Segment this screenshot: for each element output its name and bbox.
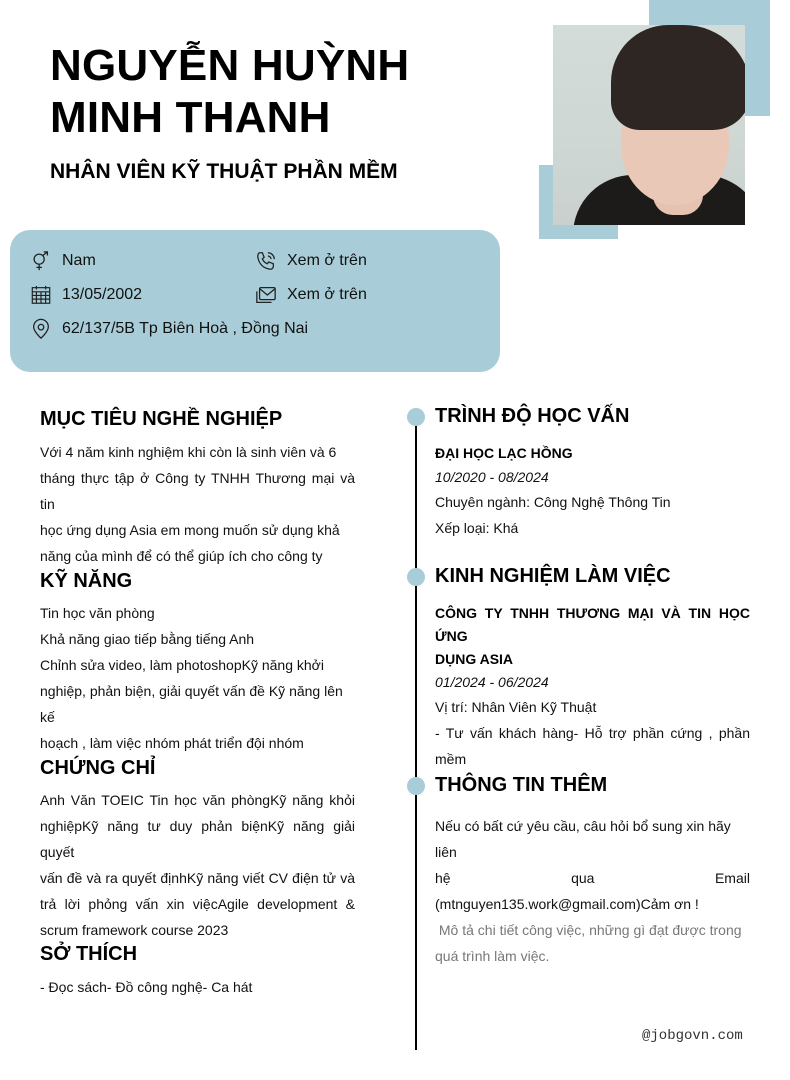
section-title-certificates: CHỨNG CHỈ bbox=[40, 757, 156, 779]
contact-email bbox=[255, 283, 367, 307]
experience-desc-line-2: mềm bbox=[435, 751, 467, 767]
phone-value: Xem ở trên bbox=[287, 252, 367, 269]
section-title-skills: KỸ NĂNG bbox=[40, 570, 133, 592]
company-name-line-2: DỤNG ASIA bbox=[435, 651, 514, 667]
school-name: ĐẠI HỌC LẠC HỒNG bbox=[435, 445, 573, 461]
contact-phone bbox=[255, 249, 367, 273]
experience-desc-line-1: - Tư vấn khách hàng- Hỗ trợ phần cứng , phần bbox=[435, 725, 750, 741]
email-value: Xem ở trên bbox=[287, 286, 367, 303]
additional-muted-line-1: Mô tả chi tiết công việc, những gì đạt được trong bbox=[435, 922, 742, 938]
education-rank: Xếp loại: Khá bbox=[435, 520, 519, 536]
text-line: vấn đề và ra quyết địnhKỹ năng viết CV điện tử và bbox=[40, 870, 355, 886]
company-name-line-1: CÔNG TY TNHH THƯƠNG MẠI VÀ TIN HỌC ỨNG bbox=[435, 605, 750, 644]
phone-icon bbox=[255, 250, 277, 272]
gender-value: Nam bbox=[62, 252, 96, 269]
text-line: Tin học văn phòng bbox=[40, 605, 155, 621]
timeline-dot-education bbox=[407, 408, 425, 426]
skills-text bbox=[40, 600, 355, 756]
education-block bbox=[435, 441, 750, 541]
text-line: năng của mình để có thể giúp ích cho công ty bbox=[40, 548, 323, 564]
certificates-text bbox=[40, 787, 355, 943]
calendar-icon bbox=[30, 284, 52, 306]
hobbies-text bbox=[40, 974, 355, 1000]
text-line: hoạch , làm việc nhóm phát triển đội nhóm bbox=[40, 735, 304, 751]
contact-address bbox=[30, 317, 308, 341]
additional-block bbox=[435, 813, 750, 969]
gender-icon bbox=[30, 250, 52, 272]
name-line-2: MINH THANH bbox=[50, 93, 331, 142]
experience-period: 01/2024 - 06/2024 bbox=[435, 674, 549, 690]
text-line: - Đọc sách- Đồ công nghệ- Ca hát bbox=[40, 979, 253, 995]
section-title-objective: MỤC TIÊU NGHỀ NGHIỆP bbox=[40, 408, 283, 430]
education-major: Chuyên ngành: Công Nghệ Thông Tin bbox=[435, 494, 671, 510]
timeline-dot-experience bbox=[407, 568, 425, 586]
text-line: Anh Văn TOEIC Tin học văn phòngKỹ năng khỏi bbox=[40, 792, 355, 808]
section-title-experience: KINH NGHIỆM LÀM VIỆC bbox=[435, 565, 671, 587]
name-line-1: NGUYỄN HUỲNH bbox=[50, 41, 410, 90]
text-line: nghiệpKỹ năng tư duy phản biệnKỹ năng giải quyết bbox=[40, 818, 355, 860]
candidate-name bbox=[50, 40, 409, 144]
text-line: Khả năng giao tiếp bằng tiếng Anh bbox=[40, 631, 255, 647]
text-line: tháng thực tập ở Công ty TNHH Thương mại và tin bbox=[40, 470, 355, 512]
contact-birthday bbox=[30, 283, 142, 307]
additional-line-2 bbox=[435, 865, 750, 891]
text-line: nghiệp, phản biện, giải quyết vấn đề Kỹ năng lên kế bbox=[40, 683, 343, 725]
profile-photo bbox=[553, 25, 745, 225]
birthday-value: 13/05/2002 bbox=[62, 286, 143, 303]
text-word: qua bbox=[571, 870, 595, 886]
text-line: Với 4 năm kinh nghiệm khi còn là sinh viên và 6 bbox=[40, 444, 337, 460]
section-title-education: TRÌNH ĐỘ HỌC VẤN bbox=[435, 405, 630, 427]
timeline-line bbox=[415, 417, 417, 1050]
text-line: học ứng dụng Asia em mong muốn sử dụng khả bbox=[40, 522, 340, 538]
education-period: 10/2020 - 08/2024 bbox=[435, 469, 549, 485]
timeline-dot-additional bbox=[407, 777, 425, 795]
address-value: 62/137/5B Tp Biên Hoà , Đồng Nai bbox=[62, 320, 309, 337]
objective-text bbox=[40, 439, 355, 569]
text-line: Chỉnh sửa video, làm photoshopKỹ năng khởi bbox=[40, 657, 324, 673]
text-word: hệ bbox=[435, 870, 451, 886]
section-title-additional: THÔNG TIN THÊM bbox=[435, 774, 608, 796]
contact-gender bbox=[30, 249, 96, 273]
experience-position: Vị trí: Nhân Viên Kỹ Thuật bbox=[435, 699, 597, 715]
text-line: trả lời phỏng vấn xin việcAgile development & bbox=[40, 896, 355, 912]
watermark: @jobgovn.com bbox=[642, 1028, 743, 1044]
text-word: Email bbox=[714, 870, 750, 886]
section-title-hobbies: SỞ THÍCH bbox=[40, 943, 138, 965]
mail-icon bbox=[255, 284, 277, 306]
location-pin-icon bbox=[30, 318, 52, 340]
text-line: scrum framework course 2023 bbox=[40, 922, 229, 938]
additional-line-1: Nếu có bất cứ yêu cầu, câu hỏi bổ sung xin hãy liên bbox=[435, 818, 731, 860]
additional-email-line: (mtnguyen135.work@gmail.com)Cảm ơn ! bbox=[435, 896, 699, 912]
job-title: NHÂN VIÊN KỸ THUẬT PHẦN MỀM bbox=[50, 160, 398, 183]
experience-block bbox=[435, 602, 750, 772]
additional-muted-line-2: quá trình làm việc. bbox=[435, 948, 550, 964]
